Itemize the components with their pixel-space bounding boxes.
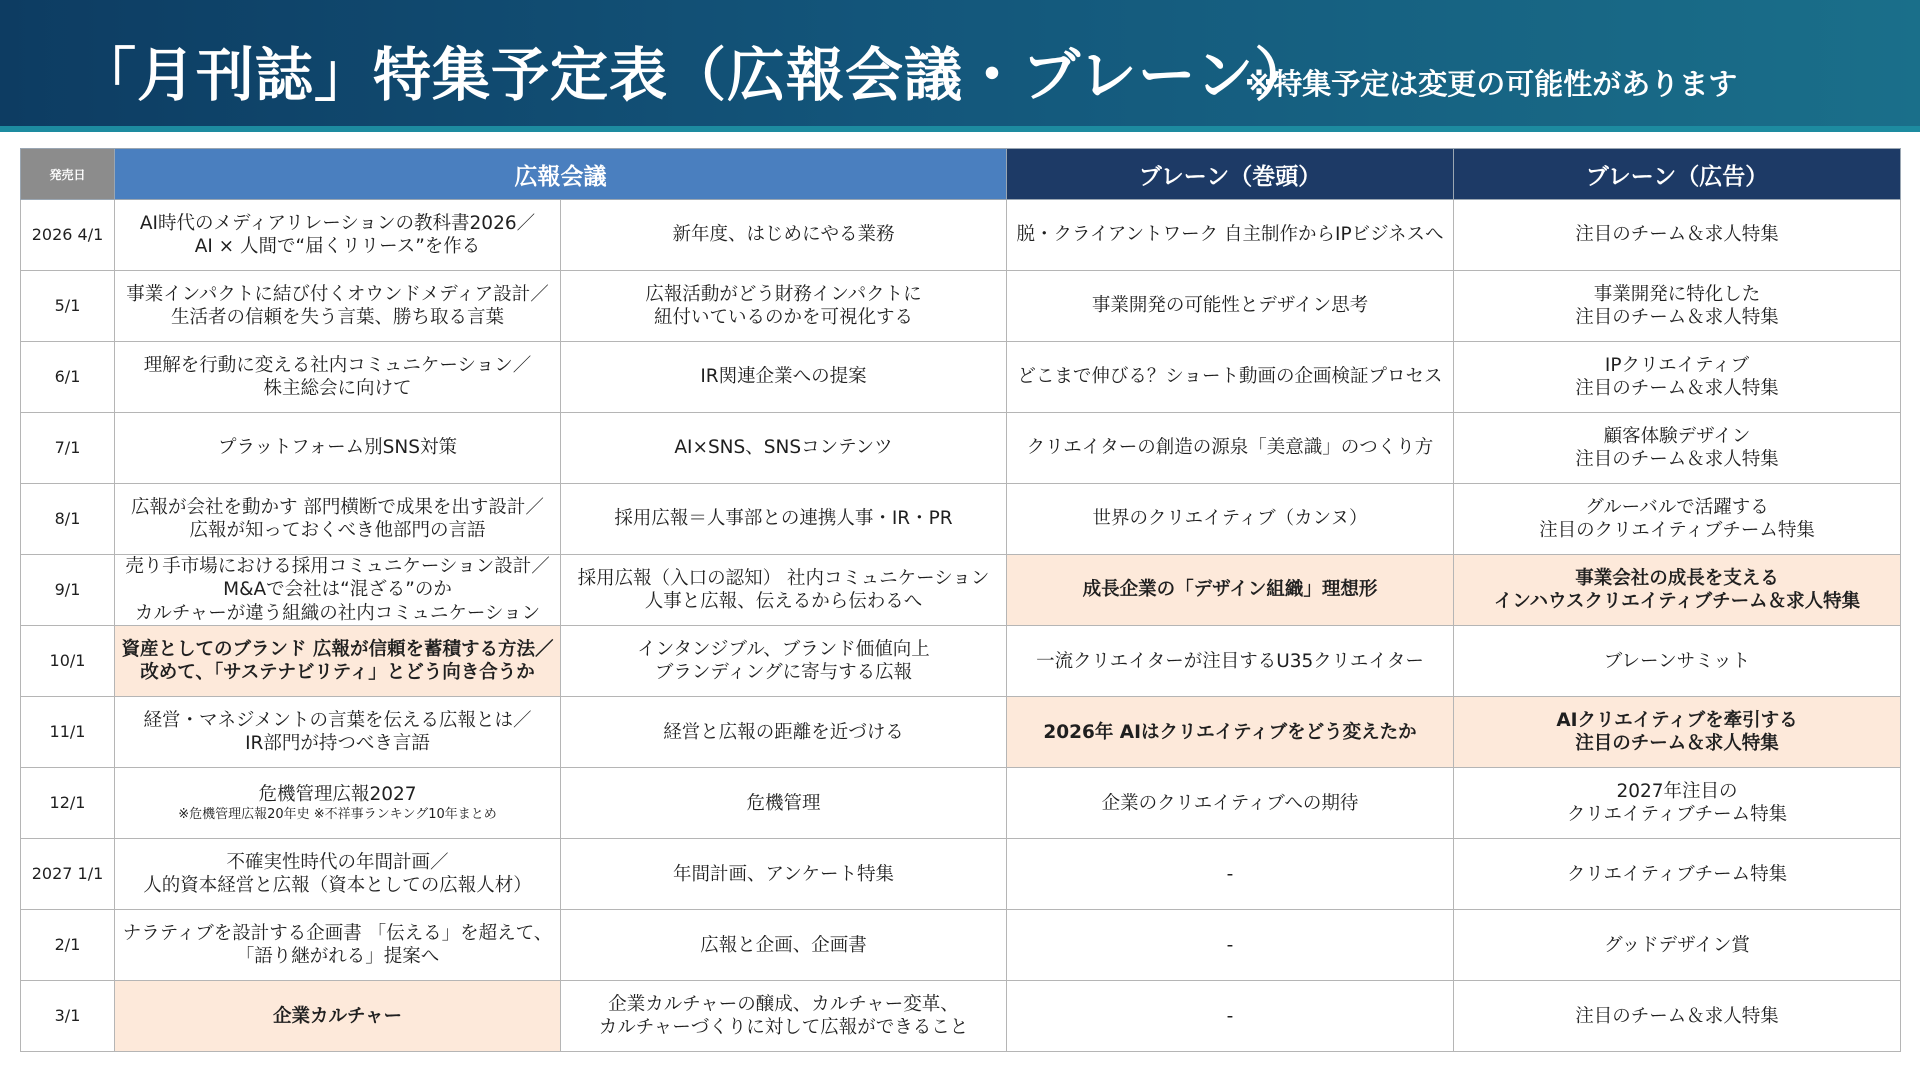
brain-koukoku-cell (1454, 910, 1901, 981)
kouhou-feature-cell (115, 342, 561, 413)
brain-kantou-cell (1007, 484, 1454, 555)
header-brain-kantou: ブレーン（巻頭） (1007, 149, 1454, 200)
brain-kantou-cell-text: - (1226, 863, 1234, 885)
release-date-cell (21, 200, 115, 271)
brain-koukoku-cell-text: クリエイティブチーム特集 (1566, 863, 1788, 885)
table-row (21, 839, 1901, 910)
kouhou-feature-cell (115, 697, 561, 768)
brain-kantou-cell (1007, 697, 1454, 768)
brain-koukoku-cell-text: ブレーンサミット (1603, 650, 1751, 672)
brain-kantou-cell-text: - (1226, 1005, 1234, 1027)
kouhou-sub-feature-cell (561, 981, 1007, 1052)
kouhou-feature-cell-text: 理解を行動に変える社内コミュニケーション／ 株主総会に向けて (143, 354, 532, 399)
header-kouhou-kaigi: 広報会議 (115, 149, 1007, 200)
release-date-cell-text: 5/1 (54, 295, 81, 315)
kouhou-sub-feature-cell-text: 広報活動がどう財務インパクトに 紐付いているのかを可視化する (645, 283, 922, 328)
release-date-cell-text: 2026 4/1 (31, 224, 104, 244)
kouhou-feature-cell-text: 企業カルチャー (273, 1005, 402, 1027)
brain-kantou-cell-text: 2026年 AIはクリエイティブをどう変えたか (1043, 721, 1417, 743)
kouhou-sub-feature-cell-text: 企業カルチャーの醸成、カルチャー変革、 カルチャーづくりに対して広報ができること (598, 993, 969, 1039)
brain-koukoku-cell (1454, 413, 1901, 484)
kouhou-sub-feature-cell (561, 839, 1007, 910)
brain-kantou-cell-text: 一流クリエイターが注目するU35クリエイター (1036, 650, 1424, 672)
brain-kantou-cell (1007, 413, 1454, 484)
table-row (21, 271, 1901, 342)
kouhou-feature-cell-text: 経営・マネジメントの言葉を伝える広報とは／ IR部門が持つべき言語 (143, 709, 532, 755)
table-row (21, 342, 1901, 413)
kouhou-feature-cell (115, 555, 561, 626)
kouhou-feature-cell-text: プラットフォーム別SNS対策 (218, 437, 457, 459)
kouhou-feature-cell-text: 広報が会社を動かす 部門横断で成果を出す設計／ 広報が知っておくべき他部門の言語 (131, 496, 544, 541)
release-date-cell (21, 697, 115, 768)
release-date-cell-text: 2027 1/1 (31, 864, 104, 884)
kouhou-sub-feature-cell-text: 年間計画、アンケート特集 (673, 863, 894, 885)
brain-kantou-cell-text: 企業のクリエイティブへの期待 (1101, 792, 1359, 814)
header-release-date: 発売日 (21, 149, 115, 200)
page-title: 「月刊誌」特集予定表（広報会議・ブレーン） (78, 41, 1314, 109)
release-date-cell-text: 6/1 (54, 366, 81, 386)
brain-kantou-cell (1007, 271, 1454, 342)
kouhou-sub-feature-cell (561, 413, 1007, 484)
kouhou-feature-cell (115, 981, 561, 1052)
kouhou-sub-feature-cell-text: インタンジブル、ブランド価値向上 ブランディングに寄与する広報 (637, 638, 930, 684)
release-date-cell (21, 981, 115, 1052)
release-date-cell-text: 8/1 (54, 508, 81, 528)
kouhou-feature-cell (115, 768, 561, 839)
brain-koukoku-cell-text: 注目のチーム＆求人特集 (1575, 1005, 1779, 1027)
brain-koukoku-cell (1454, 697, 1901, 768)
brain-kantou-cell (1007, 768, 1454, 839)
kouhou-feature-cell-text: ナラティブを設計する企画書 「伝える」を超えて、 「語り継がれる」提案へ (122, 922, 553, 968)
release-date-cell (21, 768, 115, 839)
kouhou-feature-cell (115, 484, 561, 555)
kouhou-sub-feature-cell-text: IR関連企業への提案 (700, 366, 867, 388)
brain-koukoku-cell-text: 事業会社の成長を支える インハウスクリエイティブチーム＆求人特集 (1493, 567, 1861, 613)
brain-koukoku-cell-text: 注目のチーム＆求人特集 (1575, 224, 1779, 246)
kouhou-sub-feature-cell-text: AI×SNS、SNSコンテンツ (674, 437, 893, 459)
kouhou-sub-feature-cell (561, 768, 1007, 839)
brain-koukoku-cell (1454, 484, 1901, 555)
release-date-cell-text: 7/1 (54, 437, 81, 457)
kouhou-sub-feature-cell-text: 広報と企画、企画書 (700, 934, 867, 956)
kouhou-sub-feature-cell-text: 経営と広報の距離を近づける (663, 721, 904, 743)
brain-koukoku-cell (1454, 271, 1901, 342)
release-date-cell (21, 271, 115, 342)
kouhou-feature-cell-text: AI時代のメディアリレーションの教科書2026／ AI × 人間で“届くリリース”を作る (139, 212, 536, 257)
kouhou-sub-feature-cell-text: 採用広報（入口の認知） 社内コミュニケーション 人事と広報、伝えるから伝わるへ (577, 567, 990, 613)
kouhou-feature-cell (115, 413, 561, 484)
table-row (21, 555, 1901, 626)
brain-kantou-cell (1007, 910, 1454, 981)
kouhou-feature-cell-text: 不確実性時代の年間計画／ 人的資本経営と広報（資本としての広報人材） (143, 851, 532, 897)
kouhou-sub-feature-cell (561, 200, 1007, 271)
table-row (21, 910, 1901, 981)
brain-koukoku-cell-text: グルーバルで活躍する 注目のクリエイティブチーム特集 (1539, 496, 1815, 541)
brain-kantou-cell (1007, 626, 1454, 697)
kouhou-feature-cell-text: 資産としてのブランド 広報が信頼を蓄積する方法／ 改めて、「サステナビリティ」とどう向き合うか (121, 638, 554, 684)
brain-kantou-cell (1007, 981, 1454, 1052)
kouhou-sub-feature-cell (561, 697, 1007, 768)
table-row (21, 768, 1901, 839)
kouhou-feature-cell (115, 910, 561, 981)
release-date-cell (21, 839, 115, 910)
release-date-cell (21, 342, 115, 413)
table-row (21, 697, 1901, 768)
brain-kantou-cell (1007, 555, 1454, 626)
brain-koukoku-cell-text: 顧客体験デザイン 注目のチーム＆求人特集 (1575, 425, 1779, 470)
brain-koukoku-cell (1454, 768, 1901, 839)
table-header-row (21, 149, 1901, 200)
brain-kantou-cell-text: 事業開発の可能性とデザイン思考 (1091, 295, 1369, 317)
brain-kantou-cell-text: クリエイターの創造の源泉「美意識」のつくり方 (1026, 437, 1434, 459)
kouhou-sub-feature-cell-text: 採用広報＝人事部との連携人事・IR・PR (614, 508, 953, 530)
brain-koukoku-cell (1454, 200, 1901, 271)
kouhou-feature-cell-text: 危機管理広報2027 (258, 784, 417, 806)
kouhou-feature-cell (115, 839, 561, 910)
kouhou-feature-cell (115, 626, 561, 697)
kouhou-feature-cell-text: 事業インパクトに結び付くオウンドメディア設計／ 生活者の信頼を失う言葉、勝ち取る言葉 (126, 283, 549, 328)
release-date-cell (21, 555, 115, 626)
kouhou-sub-feature-cell-text: 危機管理 (746, 792, 821, 814)
kouhou-feature-cell (115, 200, 561, 271)
brain-koukoku-cell-text: 2027年注目の クリエイティブチーム特集 (1566, 780, 1788, 826)
release-date-cell-text: 9/1 (54, 580, 81, 600)
brain-koukoku-cell (1454, 555, 1901, 626)
brain-kantou-cell (1007, 342, 1454, 413)
brain-koukoku-cell-text: グッドデザイン賞 (1604, 934, 1750, 956)
header-brain-koukoku: ブレーン（広告） (1454, 149, 1901, 200)
kouhou-sub-feature-cell (561, 342, 1007, 413)
brain-koukoku-cell (1454, 342, 1901, 413)
table-row (21, 981, 1901, 1052)
kouhou-sub-feature-cell-text: 新年度、はじめにやる業務 (672, 224, 895, 246)
release-date-cell-text: 11/1 (49, 722, 86, 742)
table-row (21, 413, 1901, 484)
kouhou-feature-cell (115, 271, 561, 342)
brain-koukoku-cell (1454, 981, 1901, 1052)
schedule-table (20, 148, 1901, 1052)
kouhou-sub-feature-cell (561, 910, 1007, 981)
release-date-cell-text: 10/1 (49, 651, 86, 671)
kouhou-sub-feature-cell (561, 626, 1007, 697)
kouhou-sub-feature-cell (561, 555, 1007, 626)
brain-kantou-cell-text: どこまで伸びる？ショート動画の企画検証プロセス (1017, 366, 1443, 388)
brain-koukoku-cell-text: AIクリエイティブを牽引する 注目のチーム＆求人特集 (1556, 709, 1798, 755)
kouhou-sub-feature-cell (561, 484, 1007, 555)
kouhou-feature-note: ※危機管理広報20年史 ※不祥事ランキング10年まとめ (178, 806, 497, 822)
brain-koukoku-cell (1454, 839, 1901, 910)
kouhou-sub-feature-cell (561, 271, 1007, 342)
brain-koukoku-cell-text: 事業開発に特化した 注目のチーム＆求人特集 (1575, 283, 1779, 328)
release-date-cell-text: 3/1 (54, 1006, 81, 1026)
change-notice: ※特集予定は変更の可能性があります (1245, 67, 1738, 101)
brain-koukoku-cell-text: IPクリエイティブ 注目のチーム＆求人特集 (1575, 354, 1779, 399)
brain-kantou-cell (1007, 839, 1454, 910)
brain-kantou-cell-text: - (1226, 934, 1234, 956)
release-date-cell (21, 413, 115, 484)
brain-kantou-cell-text: 脱・クライアントワーク 自主制作からIPビジネスへ (1016, 224, 1444, 246)
release-date-cell-text: 12/1 (49, 793, 86, 813)
kouhou-feature-cell-text: 売り手市場における採用コミュニケーション設計／ M&Aで会社は“混ざる”のか カルチャーが違う組織の社内コミュニケーション (125, 556, 550, 624)
release-date-cell (21, 484, 115, 555)
release-date-cell-text: 2/1 (54, 935, 81, 955)
brain-koukoku-cell (1454, 626, 1901, 697)
release-date-cell (21, 626, 115, 697)
brain-kantou-cell-text: 世界のクリエイティブ（カンヌ） (1092, 508, 1368, 530)
table-row (21, 200, 1901, 271)
brain-kantou-cell-text: 成長企業の「デザイン組織」理想形 (1082, 579, 1378, 601)
brain-kantou-cell (1007, 200, 1454, 271)
table-row (21, 626, 1901, 697)
table-row (21, 484, 1901, 555)
release-date-cell (21, 910, 115, 981)
header-divider (0, 126, 1920, 132)
